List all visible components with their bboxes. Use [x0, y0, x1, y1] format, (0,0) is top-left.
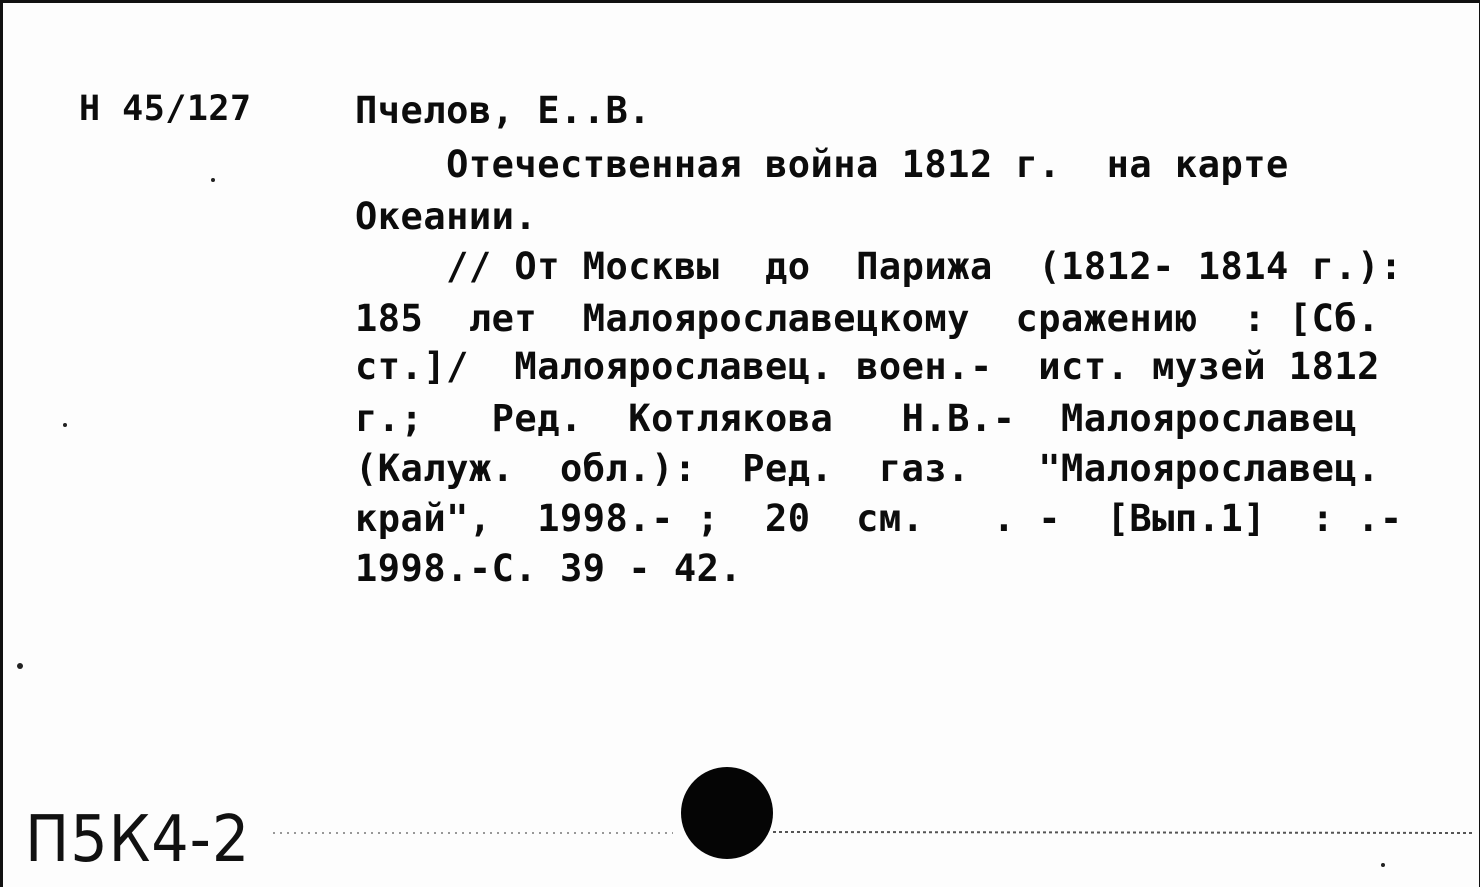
title-line: Океании.	[355, 195, 538, 238]
handwritten-code: П5К4-2	[25, 803, 251, 877]
shelfmark: Н 45/127	[79, 89, 252, 129]
scan-speck	[211, 178, 215, 182]
source-line: край", 1998.- ; 20 см. . - [Вып.1] : .-	[355, 497, 1403, 540]
pages-line: 1998.-С. 39 - 42.	[355, 547, 743, 590]
author-line: Пчелов, Е..В.	[355, 89, 652, 132]
source-line: (Калуж. обл.): Ред. газ. "Малоярославец.	[355, 447, 1380, 490]
source-line: 185 лет Малоярославецкому сражению : [Сб.	[355, 297, 1380, 340]
scan-speck	[63, 423, 67, 427]
source-line: ст.]/ Малоярославец. воен.- ист. музей 1812	[355, 345, 1380, 388]
title-line: Отечественная война 1812 г. на карте	[355, 143, 1289, 186]
scan-speck	[1381, 863, 1385, 867]
source-line: г.; Ред. Котлякова Н.В.- Малоярославец	[355, 397, 1358, 440]
scan-noise	[273, 827, 1473, 839]
source-line: // От Москвы до Парижа (1812- 1814 г.):	[355, 245, 1403, 288]
scan-speck	[17, 663, 23, 669]
punch-hole	[681, 767, 773, 859]
